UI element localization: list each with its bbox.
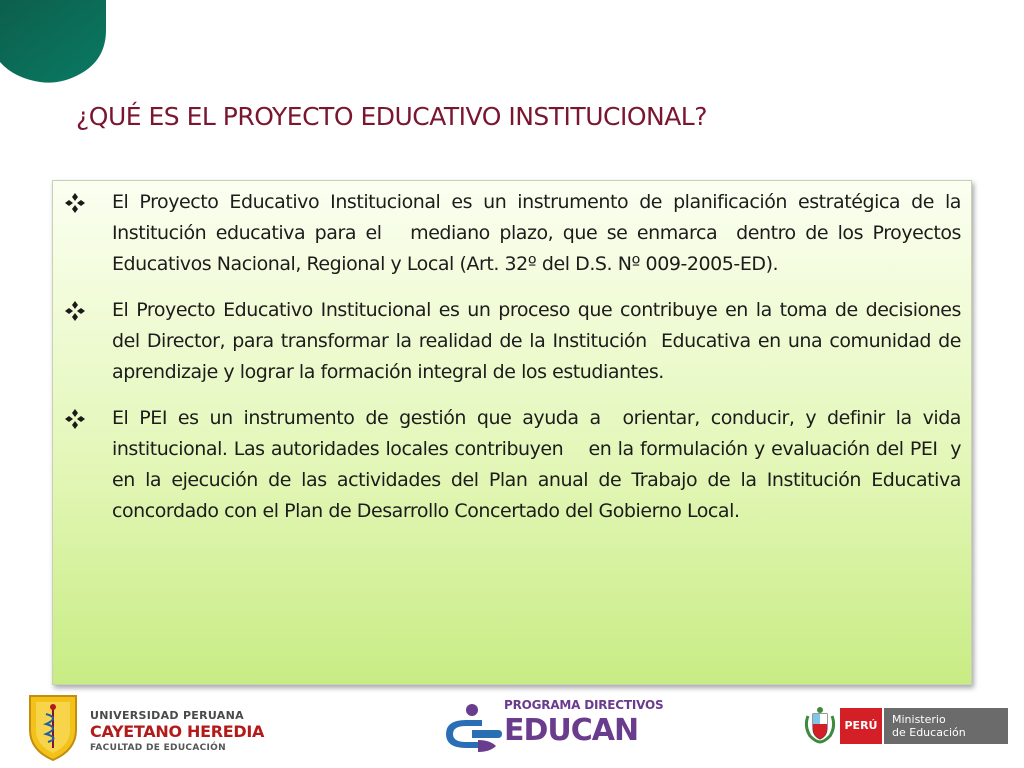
bullet-item bbox=[53, 295, 967, 388]
ministry-line-1: Ministerio bbox=[892, 713, 946, 726]
peru-coat-of-arms-icon bbox=[802, 706, 838, 744]
slide-title: ¿QUÉ ES EL PROYECTO EDUCATIVO INSTITUCIONAL? bbox=[76, 102, 708, 131]
university-line-2: CAYETANO HEREDIA bbox=[90, 722, 265, 741]
four-diamond-bullet-icon bbox=[64, 300, 86, 322]
ministry-label bbox=[884, 708, 1008, 744]
ministry-logo bbox=[802, 706, 1008, 744]
content-box bbox=[52, 180, 972, 685]
university-line-1: UNIVERSIDAD PERUANA bbox=[90, 709, 244, 722]
educan-name: EDUCAN bbox=[504, 713, 639, 748]
university-shield-logo bbox=[26, 692, 80, 762]
corner-decoration bbox=[0, 0, 110, 85]
bullet-text: El PEI es un instrumento de gestión que ayuda a orientar, conducir, y definir la vida institucional. Las autoridades locales contribuyen en la formulación y evaluación del PEI y en la ejecución de las actividades del Plan anual de Trabajo de la Institución Educativa concordado con el Plan de Desarrollo Concertado del Gobierno Local. bbox=[112, 407, 967, 522]
university-line-3: FACULTAD DE EDUCACIÓN bbox=[90, 743, 226, 753]
educan-logo bbox=[438, 696, 664, 756]
educan-symbol-icon bbox=[438, 696, 504, 756]
ministry-line-2: de Educación bbox=[892, 726, 966, 739]
educan-program-label: PROGRAMA DIRECTIVOS bbox=[504, 698, 664, 712]
four-diamond-bullet-icon bbox=[64, 192, 86, 214]
university-name bbox=[90, 710, 264, 753]
bullet-item bbox=[53, 187, 967, 280]
bullet-item bbox=[53, 403, 967, 527]
bullet-text: El Proyecto Educativo Institucional es un instrumento de planificación estratégica de la Institución educativa para el mediano plazo, que se enmarca dentro de los Proyectos Educativos Nacional, Regional y Local (Art. 32º del D.S. Nº 009-2005-ED). bbox=[112, 191, 967, 275]
four-diamond-bullet-icon bbox=[64, 408, 86, 430]
bullet-list bbox=[53, 181, 971, 527]
bullet-text: El Proyecto Educativo Institucional es un proceso que contribuye en la toma de decisiones del Director, para transformar la realidad de la Institución Educativa en una comunidad de aprendizaje y lograr la formación integral de los estudiantes. bbox=[112, 299, 967, 383]
peru-label: PERÚ bbox=[840, 708, 882, 744]
